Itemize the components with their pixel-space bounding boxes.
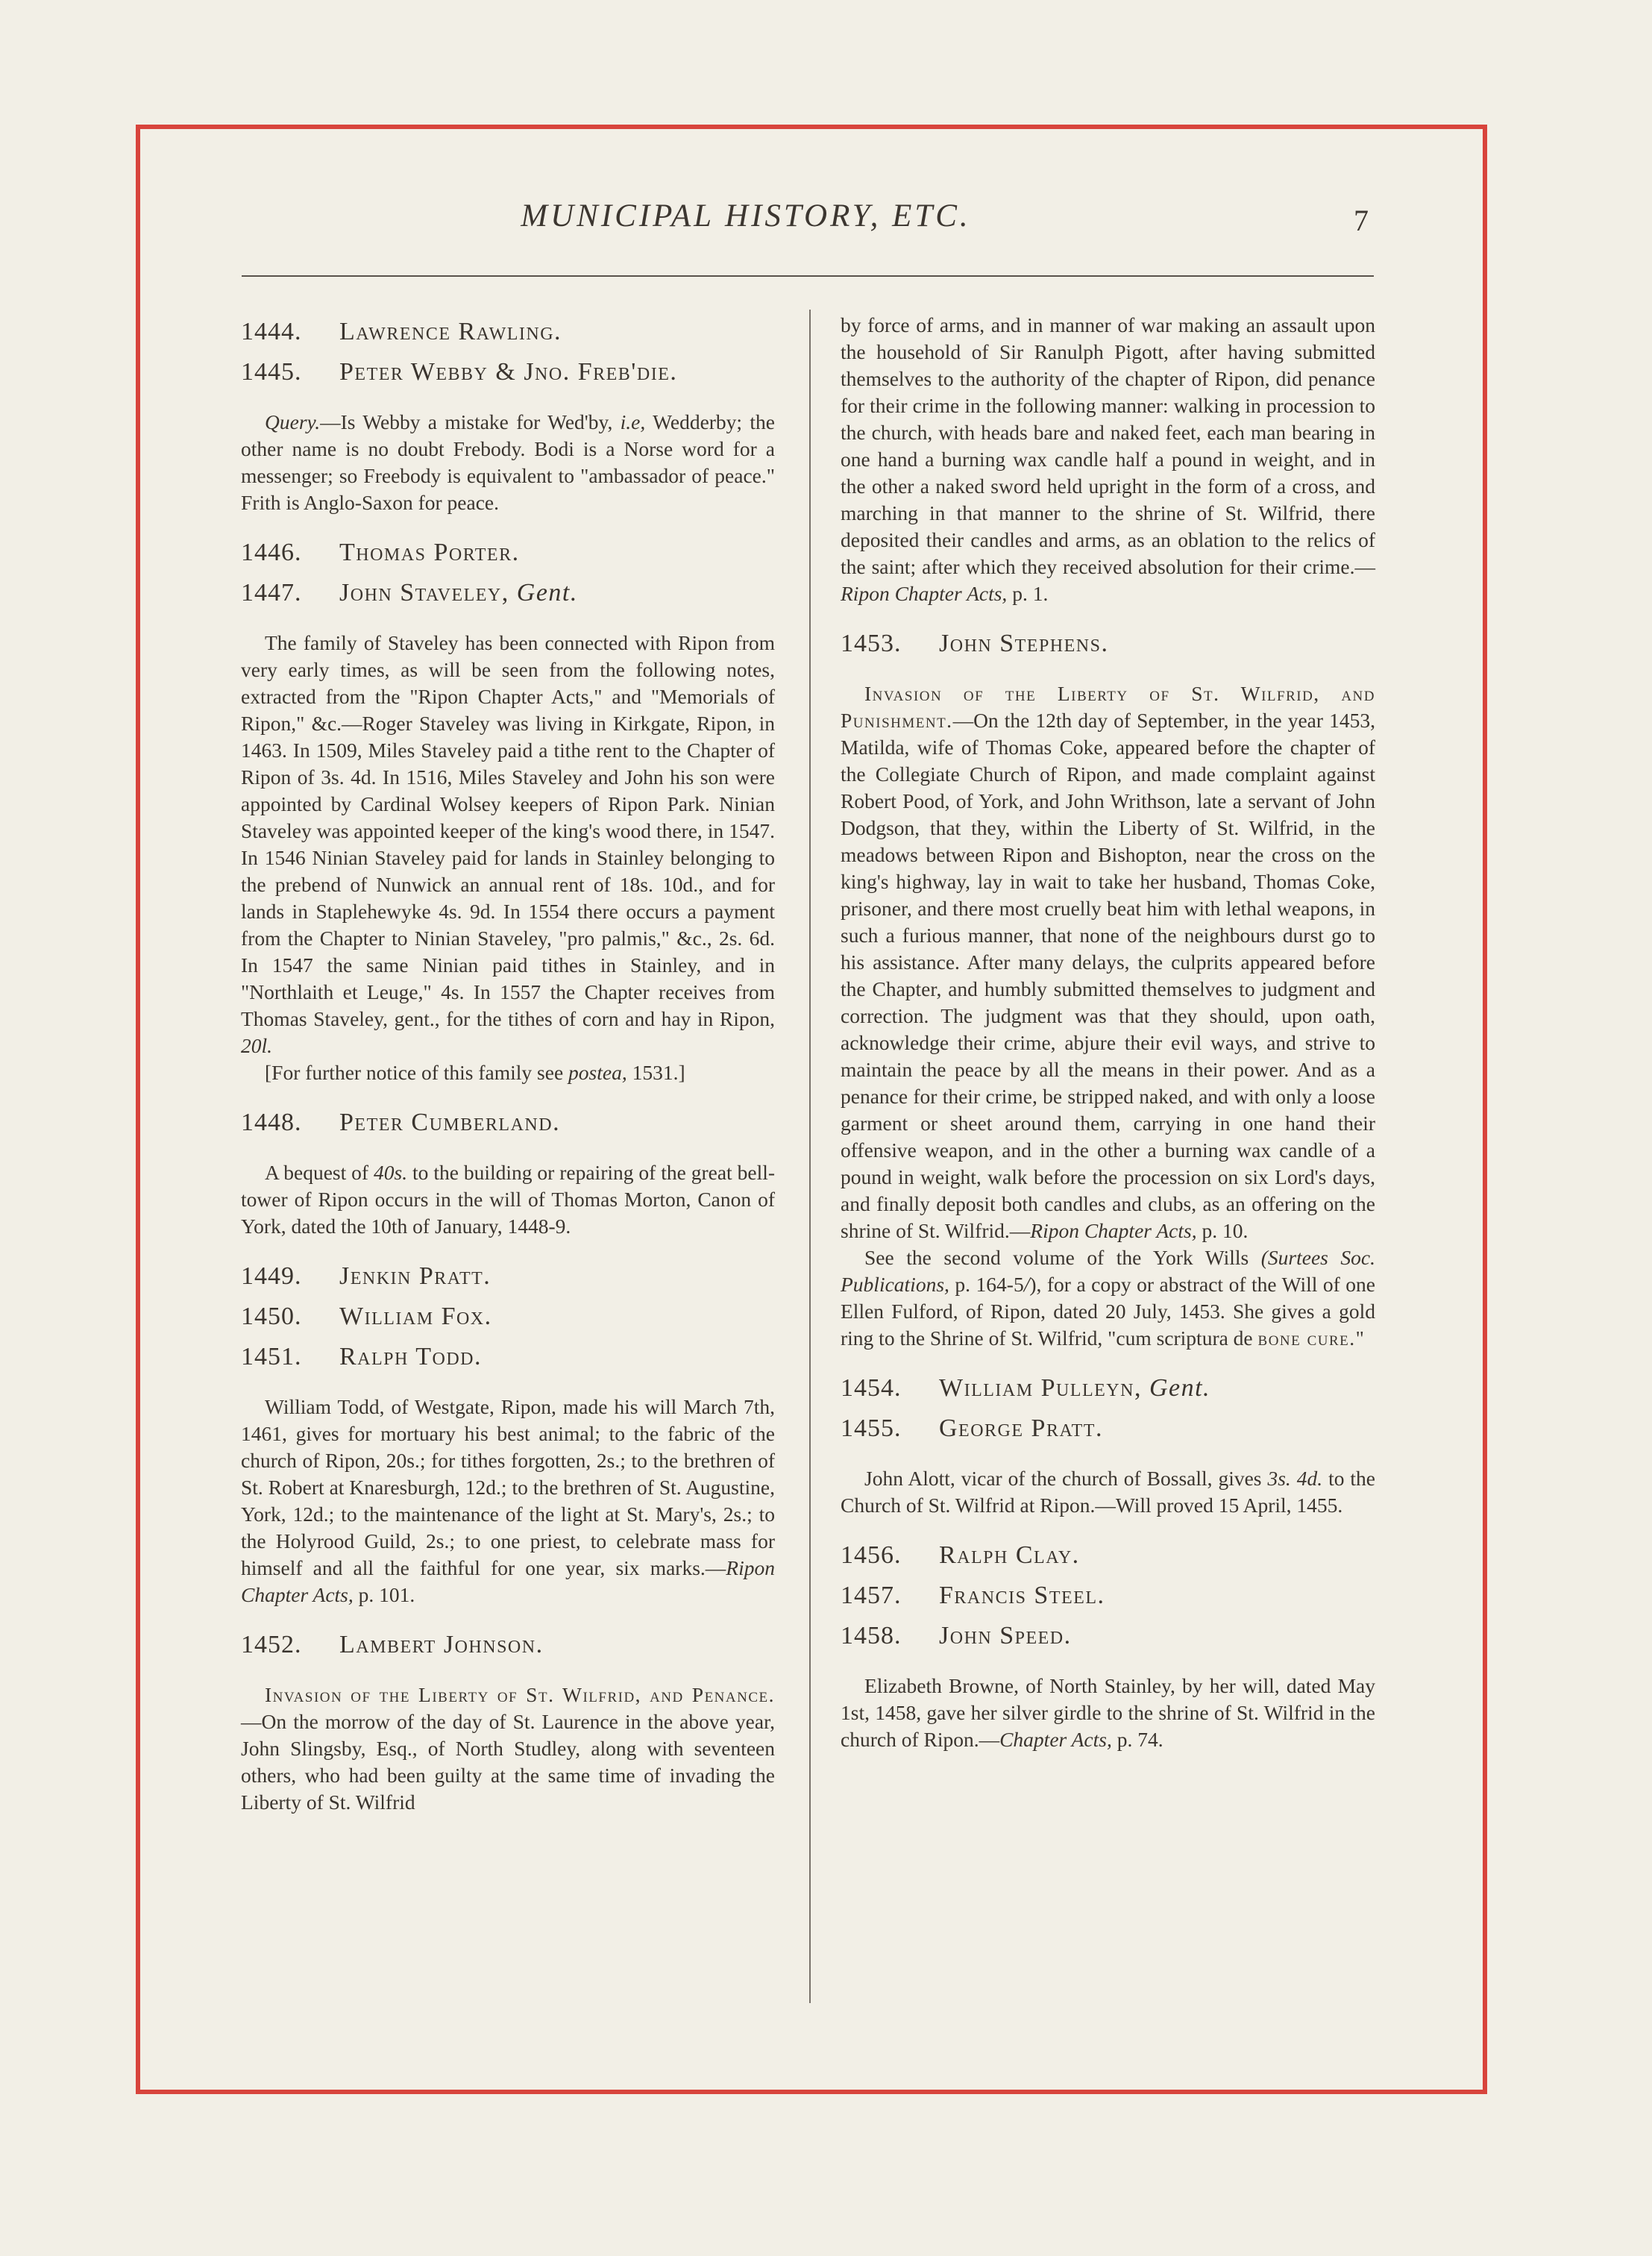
entry-1448: 1448. Peter Cumberland.: [241, 1109, 561, 1136]
running-head: MUNICIPAL HISTORY, ETC.: [521, 198, 971, 234]
entry-1444: 1444. Lawrence Rawling.: [241, 318, 562, 345]
query-paragraph: Query.—Is Webby a mistake for Wed'by, i.e, Wedderby; the other name is no doubt Frebody. Bodi is a Norse word for a messenger; so Freebody is equivalent to "ambassador of peace." Frith is Anglo-Saxon for peace.: [241, 410, 775, 514]
continuation-paragraph: by force of arms, and in manner of war making an assault upon the household of Sir Ranulph Pigott, after having submitted themselves to the authority of the chapter of Ripon, did penance for their crime in the following manner: walking in procession to the church, with heads bare and naked feet, each man bearing in one hand a burning wax candle half a pound in weight, and in the other a naked sword held upright in the form of a cross, and marching in that manner to the shrine of St. Wilfrid, there deposited their candles and arms, as an oblation to the relics of the saint; after which they received absolution for their crime.—Ripon Chapter Acts, p. 1.: [841, 313, 1375, 605]
entry-1455: 1455. George Pratt.: [841, 1414, 1103, 1442]
entry-1453: 1453. John Stephens.: [841, 630, 1109, 657]
entry-1456: 1456. Ralph Clay.: [841, 1541, 1080, 1569]
entry-1457: 1457. Francis Steel.: [841, 1582, 1105, 1609]
entry-1454: 1454. William Pulleyn, Gent.: [841, 1374, 1211, 1402]
staveley-note: [For further notice of this family see postea, 1531.]: [265, 1061, 685, 1084]
alott-paragraph: John Alott, vicar of the church of Bossall, gives 3s. 4d. to the Church of St. Wilfrid at Ripon.—Will proved 15 April, 1455.: [841, 1467, 1376, 1517]
entry-1445: 1445. Peter Webby & Jno. Freb'die.: [241, 358, 678, 386]
column-divider: [809, 310, 811, 2003]
entry-1447: 1447. John Staveley, Gent.: [241, 579, 578, 607]
bequest-paragraph: A bequest of 40s. to the building or repairing of the great bell-tower of Ripon occurs in the will of Thomas Morton, Canon of York, dated the 10th of January, 1448-9.: [241, 1161, 776, 1238]
entry-1449: 1449. Jenkin Pratt.: [241, 1262, 491, 1290]
entry-1452: 1452. Lambert Johnson.: [241, 1631, 544, 1658]
right-column: [841, 312, 1375, 1753]
staveley-paragraph: The family of Staveley has been connected with Ripon from very early times, as will be seen from the following notes, extracted from the "Ripon Chapter Acts," and "Memorials of Ripon," &c.—Roger Staveley was living in Kirkgate, Ripon, in 1463. In 1509, Miles Staveley paid a tithe rent to the Chapter of Ripon of 3s. 4d. In 1516, Miles Staveley and John his son were appointed by Cardinal Wolsey keepers of Ripon Park. Ninian Staveley was appointed keeper of the king's wood there, in 1547. In 1546 Ninian Staveley paid for lands in Stainley belonging to the prebend of Nunwick an annual rent of 18s. 10d., and for lands in Staplehewyke 4s. 9d. In 1554 there occurs a payment from the Chapter to Ninian Staveley, "pro palmis," &c., 2s. 6d. In 1547 the same Ninian paid tithes in Stainley, and in "Northlaith et Leuge," 4s. In 1557 the Chapter receives from Thomas Staveley, gent., for the tithes of corn and hay in Ripon, 20l.: [241, 631, 775, 1057]
left-column: [241, 312, 775, 1816]
entry-1450: 1450. William Fox.: [241, 1303, 492, 1330]
todd-paragraph: William Todd, of Westgate, Ripon, made his will March 7th, 1461, gives for mortuary his best animal; to the fabric of the church of Ripon, 20s.; for tithes forgotten, 2s.; to the brethren of St. Robert at Knaresburgh, 12d.; to the brethren of St. Augustine, York, 12d.; to the maintenance of the light at St. Mary's, 2s.; to the Holyrood Guild, 2s.; to one priest, to celebrate mass for himself and all the faithful for one year, six marks.—Ripon Chapter Acts, p. 101.: [241, 1395, 775, 1606]
header-rule: [242, 275, 1374, 277]
entry-1458: 1458. John Speed.: [841, 1622, 1072, 1649]
entry-1446: 1446. Thomas Porter.: [241, 539, 520, 566]
invasion-penance-paragraph: Invasion of the Liberty of St. Wilfrid, and Penance.—On the morrow of the day of St. Laurence in the above year, John Slingsby, Esq., of North Studley, along with seventeen others, who had been guilty at the same time of invading the Liberty of St. Wilfrid: [241, 1683, 775, 1814]
page-number: 7: [1354, 204, 1369, 237]
york-wills-paragraph: See the second volume of the York Wills (Surtees Soc. Publications, p. 164-5/), for a copy or abstract of the Will of one Ellen Fulford, of Ripon, dated 20 July, 1453. She gives a gold ring to the Shrine of St. Wilfrid, "cum scriptura de bone cure.": [841, 1246, 1375, 1350]
invasion-punishment-paragraph: Invasion of the Liberty of St. Wilfrid, and Punishment.—On the 12th day of September, in the year 1453, Matilda, wife of Thomas Coke, appeared before the chapter of the Collegiate Church of Ripon, and made complaint against Robert Pood, of York, and John Writhson, late a servant of John Dodgson, that they, within the Liberty of St. Wilfrid, in the meadows between Ripon and Bishopton, near the cross on the king's highway, lay in wait to take her husband, Thomas Coke, prisoner, and there most cruelly beat him with lethal weapons, in such a furious manner, that none of the neighbours durst go to his assistance. After many delays, the culprits appeared before the Chapter, and humbly submitted themselves to judgment and correction. The judgment was that they should, upon oath, acknowledge their crime, abjure their evil ways, and strive to maintain the peace by all the means in their power. And as a penance for their crime, be stripped naked, and with only a loose garment or sheet around them, carrying in one hand their offensive weapon, and in the other a burning wax candle of a pound in weight, walk before the procession on six Lord's days, and finally deposit both candles and clubs, as an offering on the shrine of St. Wilfrid.—Ripon Chapter Acts, p. 10.: [841, 682, 1375, 1242]
browne-paragraph: Elizabeth Browne, of North Stainley, by her will, dated May 1st, 1458, gave her silver girdle to the shrine of St. Wilfrid in the church of Ripon.—Chapter Acts, p. 74.: [841, 1674, 1375, 1751]
entry-1451: 1451. Ralph Todd.: [241, 1343, 482, 1370]
